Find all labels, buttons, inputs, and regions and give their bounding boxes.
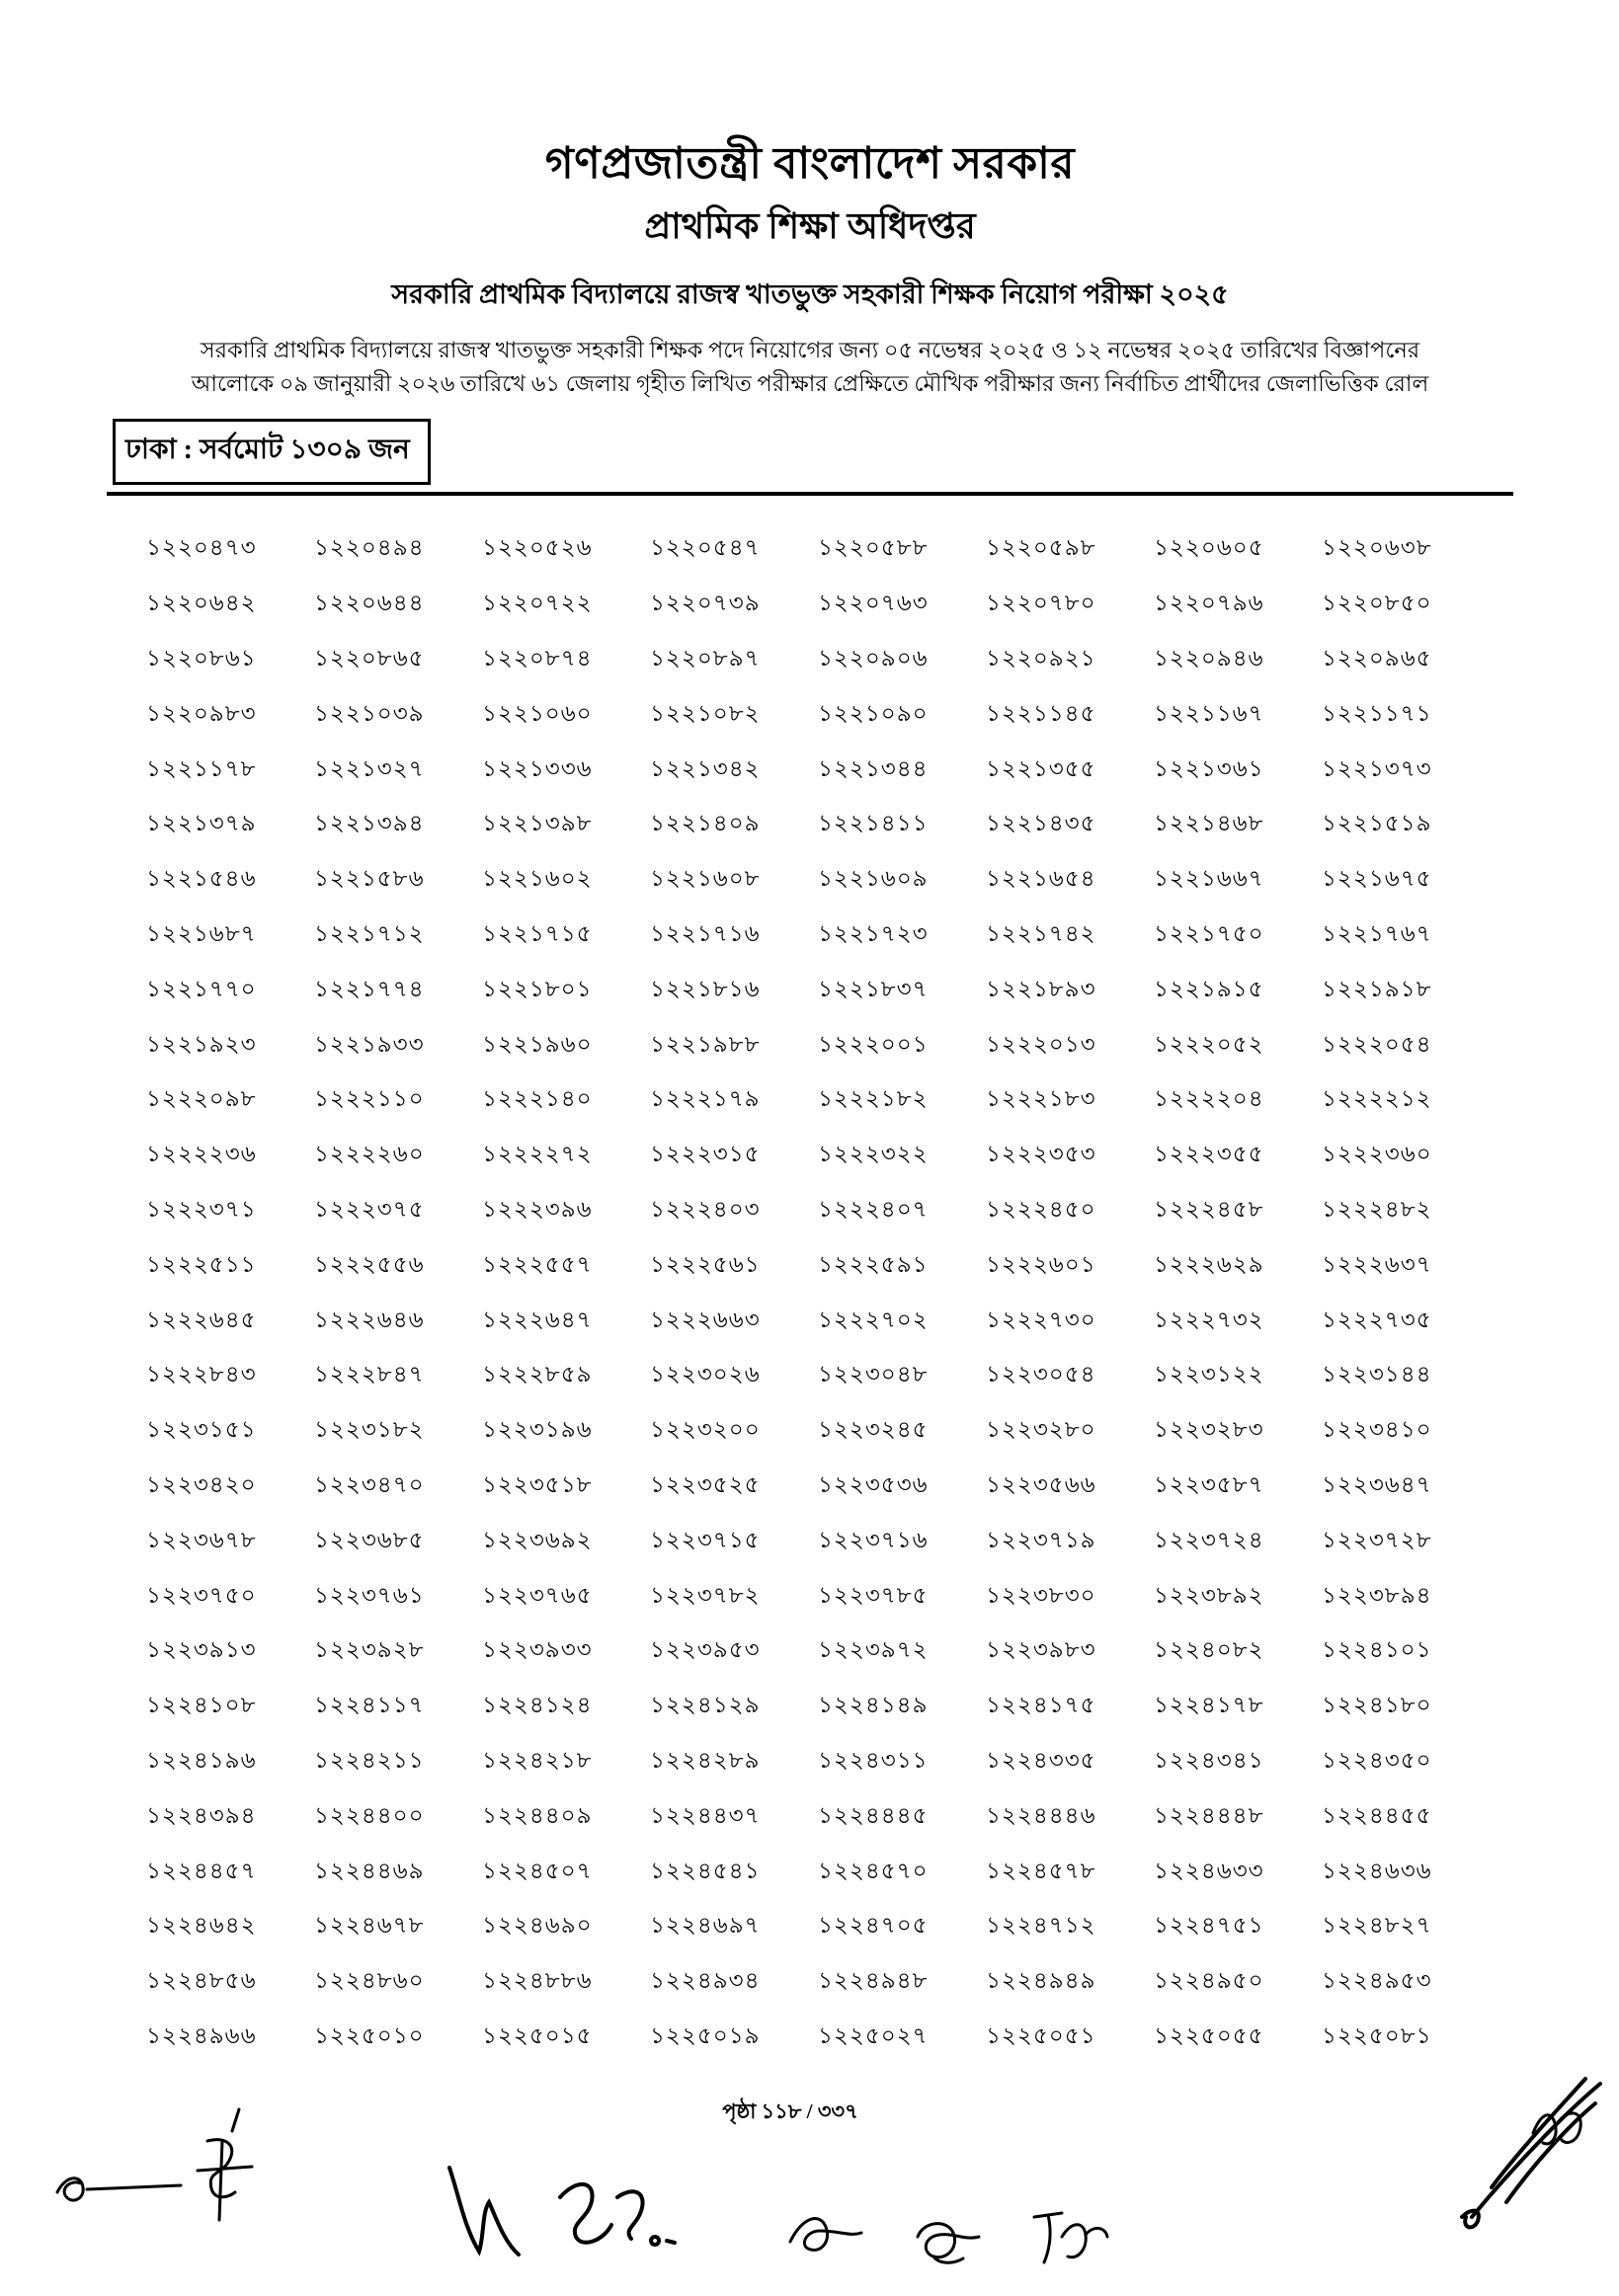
signature-icon [904,2207,988,2271]
roll-number: ১২২৩৮৯৪ [1322,1582,1432,1608]
roll-number: ১২২৩৫৩৬ [818,1471,929,1497]
roll-number: ১২২০৯৮৩ [146,700,257,726]
roll-number: ১২২২৩৯৬ [482,1196,593,1222]
roll-number: ১২২৩৭৬৫ [482,1582,593,1608]
signature-icon [435,2158,543,2266]
roll-number: ১২২২৫৫৬ [314,1251,425,1277]
roll-number: ১২২২১১০ [314,1086,425,1112]
roll-number: ১২২০৪৭৩ [146,535,257,561]
roll-number: ১২২২৩৭৫ [314,1196,425,1222]
roll-number: ১২২২৫৬১ [650,1251,761,1277]
roll-number: ১২২৪৬৯৭ [650,1913,761,1939]
roll-number: ১২২৩০৫৪ [986,1362,1096,1387]
directorate-subtitle: প্রাথমিক শিক্ষা অধিদপ্তর [644,206,976,246]
roll-number: ১২২২৪০৭ [818,1196,929,1222]
roll-number: ১২২০৪৯৪ [314,535,425,561]
roll-number: ১২২৪১০১ [1322,1637,1432,1663]
roll-number: ১২২৪১২৪ [482,1693,593,1718]
roll-number: ১২২২২৩৬ [146,1142,257,1167]
roll-number: ১২২৩৯৭২ [818,1637,929,1663]
roll-number: ১২২২৬৪৫ [146,1306,257,1332]
roll-number: ১২২০৯৬৫ [1322,645,1432,671]
page-number-label: পৃষ্ঠা ১১৮ / ৩৩৭ [722,2099,858,2123]
roll-number: ১২২১৩৪২ [650,755,761,781]
roll-number: ১২২৫০১৯ [650,2022,761,2048]
roll-number: ১২২৪৩৩৫ [986,1747,1096,1773]
roll-number: ১২২৩৭৬১ [314,1582,425,1608]
roll-number: ১২২২৫৯১ [818,1251,929,1277]
roll-number: ১২২১৬৫৪ [986,866,1096,892]
roll-number: ১২২২০৫২ [1154,1031,1264,1057]
roll-number: ১২২০৫২৬ [482,535,593,561]
roll-number: ১২২১০৮২ [650,700,761,726]
roll-number: ১২২৩৯২৮ [314,1637,425,1663]
roll-number: ১২২১৭১৫ [482,920,593,946]
roll-number: ১২২১৭৭৪ [314,976,425,1001]
roll-number: ১২২১৬৮৭ [146,920,257,946]
roll-number: ১২২১৫৪৬ [146,866,257,892]
roll-number: ১২২১৭৫০ [1154,920,1264,946]
roll-number: ১২২১৩৭৯ [146,811,257,836]
roll-number: ১২২০৬৪৪ [314,591,425,616]
roll-number: ১২২৩৬৮৫ [314,1527,425,1552]
roll-number: ১২২৩৬৯২ [482,1527,593,1552]
roll-number: ১২২৪৮৬০ [314,1968,425,1994]
roll-number: ১২২৪৪৪৬ [986,1802,1096,1828]
roll-number: ১২২৪৪৪৫ [818,1802,929,1828]
roll-number: ১২২৪৪৫৫ [1322,1802,1432,1828]
roll-number: ১২২৩০২৬ [650,1362,761,1387]
roll-number: ১২২২৮৪৩ [146,1362,257,1387]
roll-number: ১২২৩২০০ [650,1417,761,1443]
roll-number: ১২২৩২৮৩ [1154,1417,1264,1443]
roll-number: ১২২০৭৩৯ [650,591,761,616]
roll-number: ১২২২৪৮২ [1322,1196,1432,1222]
roll-number: ১২২৪৭০৫ [818,1913,929,1939]
roll-number: ১২২৩১২২ [1154,1362,1264,1387]
roll-number: ১২২৪১৭৮ [1154,1693,1264,1718]
roll-number: ১২২৪৭৫১ [1154,1913,1264,1939]
roll-number: ১২২২৩৬০ [1322,1142,1432,1167]
roll-number: ১২২১৫১৯ [1322,811,1432,836]
roll-number: ১২২১৭১২ [314,920,425,946]
roll-number: ১২২৪৩৯৪ [146,1802,257,1828]
roll-number: ১২২৩৯৫৩ [650,1637,761,1663]
roll-number: ১২২৩৫২৫ [650,1471,761,1497]
roll-number: ১২২৩৫৮৭ [1154,1471,1264,1497]
roll-number: ১২২৪৯৪৯ [986,1968,1096,1994]
roll-number: ১২২৩৯৩৩ [482,1637,593,1663]
roll-number: ১২২৩৭৮২ [650,1582,761,1608]
roll-number: ১২২১৯২৩ [146,1031,257,1057]
roll-number: ১২২২৮৪৭ [314,1362,425,1387]
roll-number: ১২২৪২১১ [314,1747,425,1773]
roll-number: ১২২৩২৮০ [986,1417,1096,1443]
roll-number: ১২২৩৪২০ [146,1471,257,1497]
roll-number: ১২২২২১২ [1322,1086,1432,1112]
roll-number: ১২২২২৬০ [314,1142,425,1167]
roll-number: ১২২৪১৮০ [1322,1693,1432,1718]
roll-number: ১২২০৯২১ [986,645,1096,671]
roll-number: ১২২১৮১৬ [650,976,761,1001]
roll-number: ১২২১৬৭৫ [1322,866,1432,892]
roll-number: ১২২১৯৮৮ [650,1031,761,1057]
roll-number: ১২২১৩৬১ [1154,755,1264,781]
roll-number: ১২২৪৯৫৩ [1322,1968,1432,1994]
roll-number: ১২২২১৮২ [818,1086,929,1112]
roll-number: ১২২৩৮৩০ [986,1582,1096,1608]
roll-number: ১২২৪২৮৯ [650,1747,761,1773]
roll-number: ১২২২১৪০ [482,1086,593,1112]
horizontal-divider [107,492,1513,496]
roll-number: ১২২৩১৫১ [146,1417,257,1443]
roll-number: ১২২৪৬৩৩ [1154,1858,1264,1883]
roll-number: ১২২০৭৬৩ [818,591,929,616]
roll-number: ১২২১৪১১ [818,811,929,836]
roll-number: ১২২৪৪০০ [314,1802,425,1828]
roll-number: ১২২২১৮৩ [986,1086,1096,1112]
roll-number: ১২২১৩৯৮ [482,811,593,836]
government-title: গণপ্রজাতন্ত্রী বাংলাদেশ সরকার [544,139,1076,188]
roll-number: ১২২৫০১৫ [482,2022,593,2048]
roll-number: ১২২১০৬০ [482,700,593,726]
roll-number: ১২২১৪৬৮ [1154,811,1264,836]
roll-number: ১২২৩৪৭০ [314,1471,425,1497]
signature-icon [1521,2084,1600,2163]
roll-number: ১২২২৩১৫ [650,1142,761,1167]
roll-number: ১২২৪৫৭৮ [986,1858,1096,1883]
roll-number: ১২২০৯০৬ [818,645,929,671]
roll-number: ১২২৩৭৫০ [146,1582,257,1608]
roll-number: ১২২০৮৭৪ [482,645,593,671]
roll-number: ১২২১০৩৯ [314,700,425,726]
roll-number: ১২২৪১০৮ [146,1693,257,1718]
roll-number: ১২২১৭৬৭ [1322,920,1432,946]
roll-number: ১২২২২৭২ [482,1142,593,1167]
roll-number: ১২২১৭৪২ [986,920,1096,946]
roll-number: ১২২০৫৪৭ [650,535,761,561]
roll-number: ১২২০৬৩৮ [1322,535,1432,561]
roll-number: ১২২৪৪০৯ [482,1802,593,1828]
roll-number: ১২২১৪০৯ [650,811,761,836]
roll-number: ১২২২৩৭১ [146,1196,257,1222]
roll-number: ১২২১৯১৫ [1154,976,1264,1001]
roll-number: ১২২২৭৩৫ [1322,1306,1432,1332]
roll-number: ১২২২৬০১ [986,1251,1096,1277]
roll-number: ১২২৪১৪৯ [818,1693,929,1718]
roll-number: ১২২৩২৪৫ [818,1417,929,1443]
roll-number: ১২২১৭৭০ [146,976,257,1001]
roll-number: ১২২৩৯৮৩ [986,1637,1096,1663]
roll-number: ১২২০৭৯৬ [1154,591,1264,616]
roll-number: ১২২৩৭৮৫ [818,1582,929,1608]
roll-number: ১২২৩৭২৪ [1154,1527,1264,1552]
roll-number: ১২২৪৭১২ [986,1913,1096,1939]
roll-number: ১২২৪৩৪১ [1154,1747,1264,1773]
roll-number: ১২২০৮৯৭ [650,645,761,671]
roll-number: ১২২৪৬৩৬ [1322,1858,1432,1883]
roll-number: ১২২১৬৬৭ [1154,866,1264,892]
roll-number: ১২২৪৫৪১ [650,1858,761,1883]
roll-number: ১২২৩৭১৬ [818,1527,929,1552]
roll-number: ১২২৪৪৩৭ [650,1802,761,1828]
roll-number: ১২২৪৯৬৬ [146,2022,257,2048]
roll-number: ১২২০৮৫০ [1322,591,1432,616]
roll-number: ১২২২৫১১ [146,1251,257,1277]
roll-number: ১২২১৬০৯ [818,866,929,892]
roll-number: ১২২১৩৭৩ [1322,755,1432,781]
roll-number: ১২২২০৯৮ [146,1086,257,1112]
roll-number: ১২২৪৮২৭ [1322,1913,1432,1939]
notice-line-1: সরকারি প্রাথমিক বিদ্যালয়ে রাজস্ব খাতভুক্ত সহকারী শিক্ষক পদে নিয়োগের জন্য ০৫ নভেম্বর ২০২৫ ও ১২ নভেম্বর ২০২৫ তারিখের বিজ্ঞাপনের [200,338,1420,362]
roll-number: ১২২২২০৪ [1154,1086,1264,1112]
roll-number: ১২২১৫৮৬ [314,866,425,892]
roll-number: ১২২২৬৪৬ [314,1306,425,1332]
roll-number: ১২২২৮৫৯ [482,1362,593,1387]
roll-number: ১২২৪৫০৭ [482,1858,593,1883]
roll-number: ১২২১৯৩৩ [314,1031,425,1057]
roll-number: ১২২১৭২৩ [818,920,929,946]
roll-number: ১২২২৬৪৭ [482,1306,593,1332]
roll-number: ১২২৩১৪৪ [1322,1362,1432,1387]
roll-number: ১২২৩৬৪৭ [1322,1471,1432,1497]
roll-number: ১২২৩১৮২ [314,1417,425,1443]
roll-number: ১২২৪২১৮ [482,1747,593,1773]
roll-number: ১২২১৬০২ [482,866,593,892]
roll-number: ১২২১১৭১ [1322,700,1432,726]
roll-number: ১২২৪১১৭ [314,1693,425,1718]
roll-number: ১২২২৪৫০ [986,1196,1096,1222]
roll-number: ১২২৪৯৪৮ [818,1968,929,1994]
roll-number: ১২২৪৩৫০ [1322,1747,1432,1773]
roll-number: ১২২১১৭৮ [146,755,257,781]
roll-number: ১২২৪৪৪৮ [1154,1802,1264,1828]
roll-number: ১২২২৬৬৩ [650,1306,761,1332]
roll-number: ১২২৪৬৪২ [146,1913,257,1939]
roll-number: ১২২১৭১৬ [650,920,761,946]
roll-number: ১২২৫০৫১ [986,2022,1096,2048]
roll-number: ১২২২৫৫৭ [482,1251,593,1277]
roll-number: ১২২২৩২২ [818,1142,929,1167]
roll-number: ১২২১৩৫৫ [986,755,1096,781]
roll-number: ১২২৪৩১১ [818,1747,929,1773]
roll-number: ১২২২৩৫৫ [1154,1142,1264,1167]
roll-number: ১২২০৯৪৬ [1154,645,1264,671]
roll-number: ১২২৩৭১৫ [650,1527,761,1552]
roll-number: ১২২৪৪৬৯ [314,1858,425,1883]
roll-number: ১২২১৩২৭ [314,755,425,781]
roll-number: ১২২৪৯৫০ [1154,1968,1264,1994]
exam-title-line: সরকারি প্রাথমিক বিদ্যালয়ে রাজস্ব খাতভুক্ত সহকারী শিক্ষক নিয়োগ পরীক্ষা ২০২৫ [391,279,1229,309]
roll-number: ১২২৩১৯৬ [482,1417,593,1443]
roll-number: ১২২৩০৪৮ [818,1362,929,1387]
roll-number: ১২২৩৫১৮ [482,1471,593,1497]
roll-number: ১২২২৭৩২ [1154,1306,1264,1332]
roll-number: ১২২৪৫৭০ [818,1858,929,1883]
signature-icon [178,2101,267,2230]
roll-number: ১২২২৭০২ [818,1306,929,1332]
roll-number: ১২২২৬৩৭ [1322,1251,1432,1277]
roll-number: ১২২০৫৯৮ [986,535,1096,561]
roll-number: ১২২১৮৯৩ [986,976,1096,1001]
roll-number: ১২২৪১৯৬ [146,1747,257,1773]
roll-number: ১২২২০৫৪ [1322,1031,1432,1057]
roll-number: ১২২১১৬৭ [1154,700,1264,726]
roll-number: ১২২৫০৫৫ [1154,2022,1264,2048]
roll-number: ১২২২০০১ [818,1031,929,1057]
signature-icon [47,2158,186,2217]
roll-number: ১২২৪৮৫৬ [146,1968,257,1994]
roll-number: ১২২২০১৩ [986,1031,1096,1057]
roll-number: ১২২৩৮৯২ [1154,1582,1264,1608]
roll-number: ১২২৩৭২৮ [1322,1527,1432,1552]
roll-number: ১২২৪৮৮৬ [482,1968,593,1994]
roll-number: ১২২০৮৬১ [146,645,257,671]
roll-number: ১২২১৮৩৭ [818,976,929,1001]
roll-number: ১২২০৬৪২ [146,591,257,616]
roll-number: ১২২৪১৭৫ [986,1693,1096,1718]
roll-number: ১২২৩৭১৯ [986,1527,1096,1552]
roll-number: ১২২২৪০৩ [650,1196,761,1222]
roll-number: ১২২১৮০১ [482,976,593,1001]
roll-number: ১২২১৩৪৪ [818,755,929,781]
roll-number: ১২২১৪৩৫ [986,811,1096,836]
roll-number: ১২২১৩৩৬ [482,755,593,781]
roll-number: ১২২১৩৯৪ [314,811,425,836]
roll-number: ১২২৪০৮২ [1154,1637,1264,1663]
roll-number: ১২২৩৪১০ [1322,1417,1432,1443]
signature-icon [1022,2197,1116,2271]
notice-paragraph [109,334,1511,401]
roll-number: ১২২১০৯০ [818,700,929,726]
roll-number: ১২২২৭৩০ [986,1306,1096,1332]
roll-number: ১২২১৯৬০ [482,1031,593,1057]
district-total-heading: ঢাকা : সর্বমোট ১৩০৯ জন [113,419,431,485]
roll-number: ১২২০৬০৫ [1154,535,1264,561]
roll-number: ১২২০৭২২ [482,591,593,616]
roll-number: ১২২৪৬৯০ [482,1913,593,1939]
roll-number: ১২২২৩৫৩ [986,1142,1096,1167]
roll-number: ১২২৩৫৬৬ [986,1471,1096,1497]
roll-number: ১২২২১৭৯ [650,1086,761,1112]
notice-line-2: আলোকে ০৯ জানুয়ারী ২০২৬ তারিখে ৬১ জেলায় গৃহীত লিখিত পরীক্ষার প্রেক্ষিতে মৌখিক পরীক্ষার জন্য নির্বাচিত প্রার্থীদের জেলাভিত্তিক রোল [191,371,1429,396]
roll-number: ১২২০৭৮০ [986,591,1096,616]
roll-number: ১২২৫০৮১ [1322,2022,1432,2048]
roll-number: ১২২৫০১০ [314,2022,425,2048]
roll-number: ১২২৪১২৯ [650,1693,761,1718]
roll-number: ১২২২৬২৯ [1154,1251,1264,1277]
roll-number: ১২২৩৯১৩ [146,1637,257,1663]
signature-icon [548,2168,687,2261]
roll-grid [146,521,1490,2064]
roll-number: ১২২০৫৮৮ [818,535,929,561]
roll-number: ১২২৫০২৭ [818,2022,929,2048]
roll-number: ১২২১৯১৮ [1322,976,1432,1001]
roll-number: ১২২৩৬৭৮ [146,1527,257,1552]
roll-number: ১২২১১৪৫ [986,700,1096,726]
roll-number: ১২২৪৪৫৭ [146,1858,257,1883]
signature-icon [780,2197,869,2266]
roll-number: ১২২২৪৫৮ [1154,1196,1264,1222]
roll-number: ১২২৪৯৩৪ [650,1968,761,1994]
roll-number: ১২২৪৬৭৮ [314,1913,425,1939]
roll-number: ১২২১৬০৮ [650,866,761,892]
roll-number: ১২২০৮৬৫ [314,645,425,671]
